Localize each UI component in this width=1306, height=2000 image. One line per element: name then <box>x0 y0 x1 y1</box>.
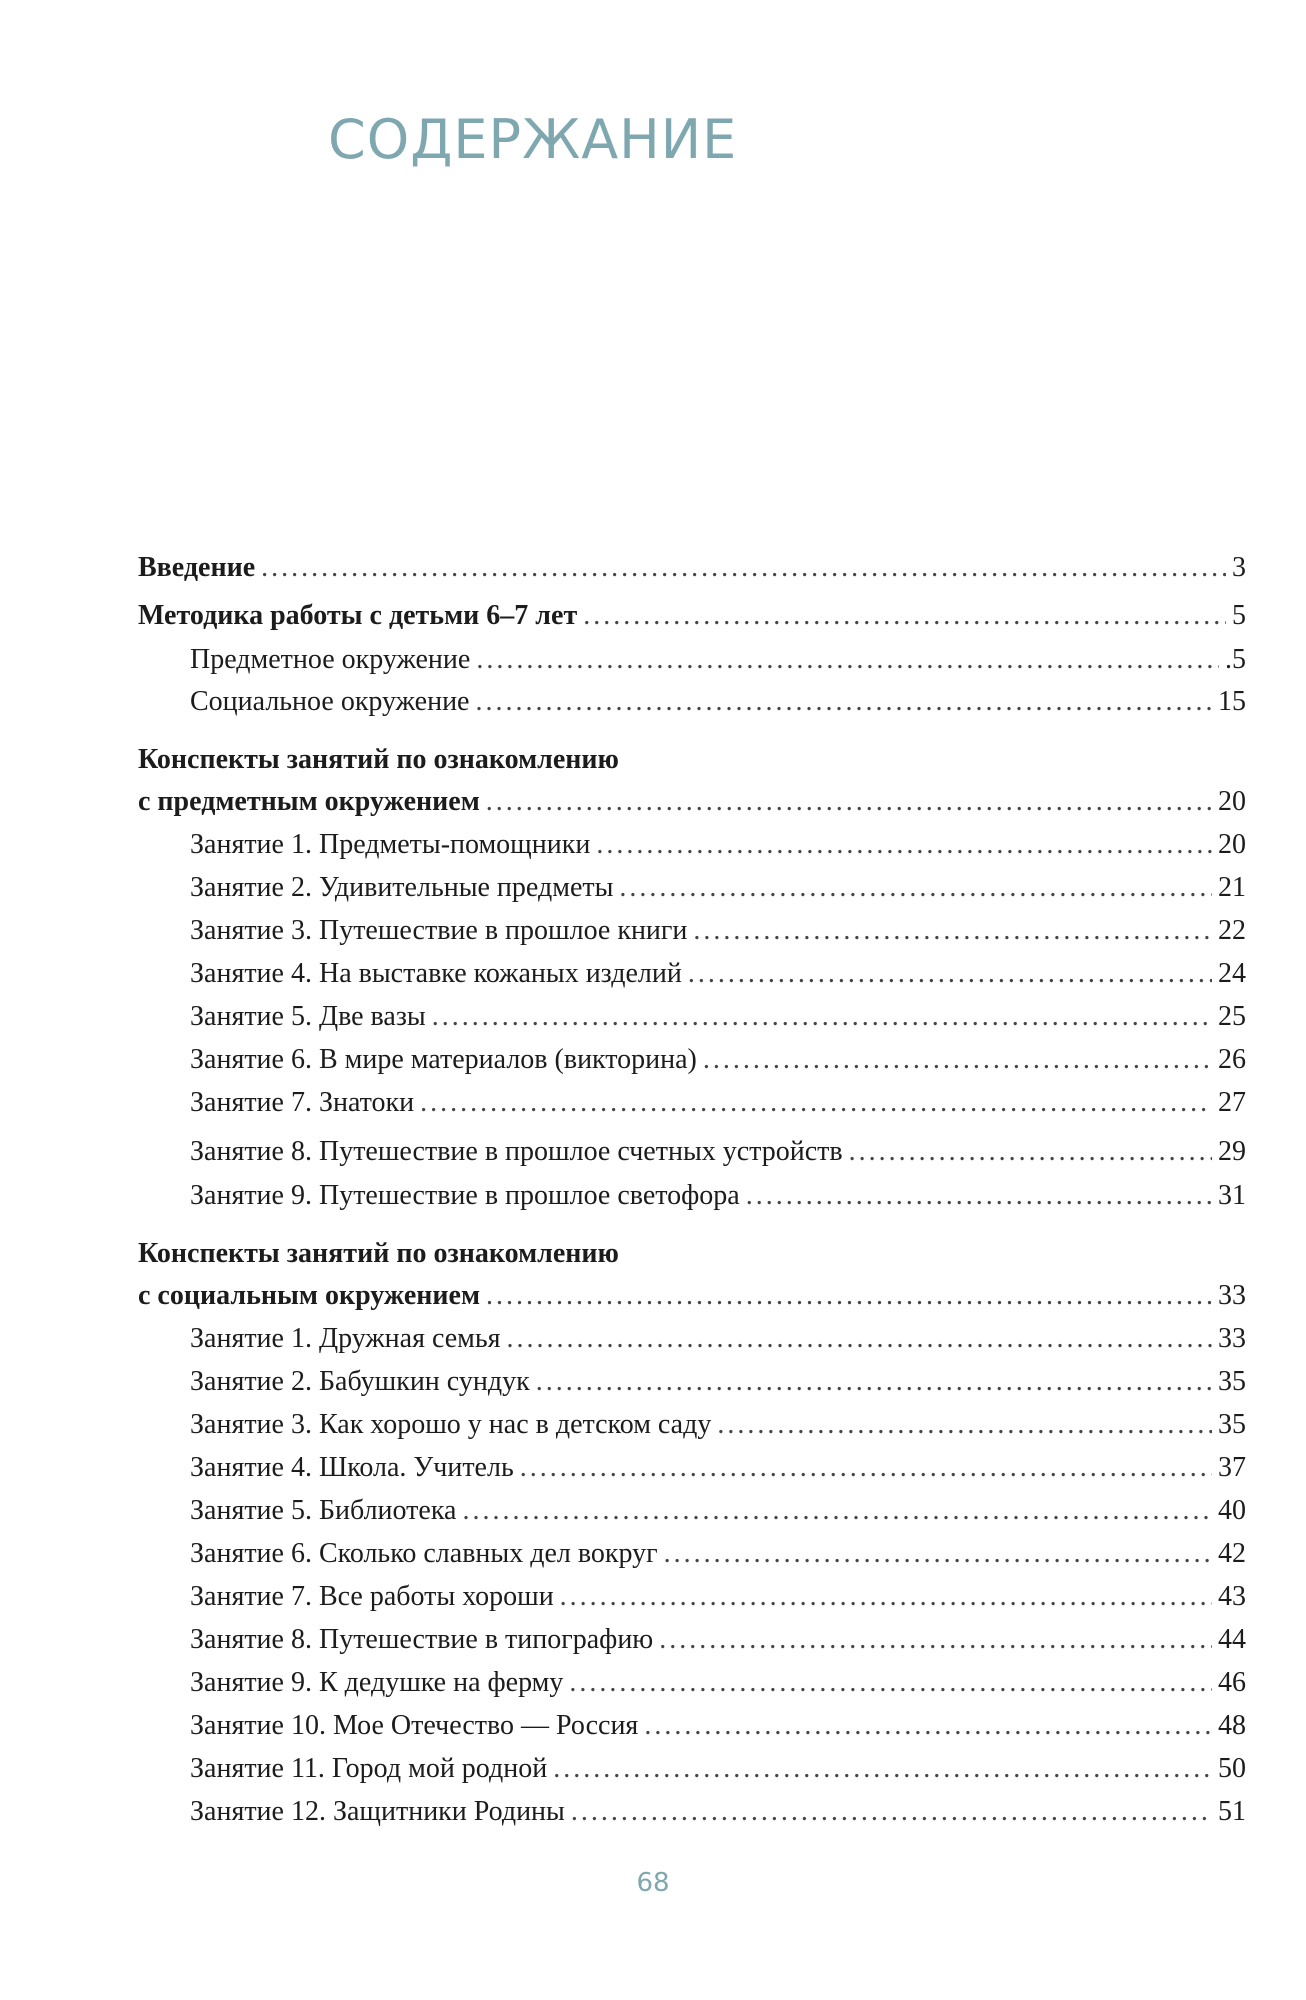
toc-entry-page: 3 <box>1232 552 1246 583</box>
dot-leader <box>596 829 1212 861</box>
dot-leader <box>703 1044 1212 1076</box>
dot-leader <box>583 600 1226 632</box>
dot-leader <box>619 872 1212 904</box>
dot-leader <box>261 552 1226 584</box>
toc-entry-page: 25 <box>1218 1001 1246 1032</box>
toc-entry-label: Введение <box>138 552 256 583</box>
toc-subentry[interactable] <box>190 1409 1246 1449</box>
toc-subentry[interactable] <box>190 1495 1246 1535</box>
toc-entry-page: 43 <box>1218 1581 1246 1612</box>
toc-entry-page: 21 <box>1218 872 1246 903</box>
toc-entry-object-env[interactable] <box>138 786 1246 826</box>
toc-entry-page: 48 <box>1218 1710 1246 1741</box>
toc-entry-label: Занятие 8. Путешествие в прошлое счетных устройств <box>190 1136 843 1167</box>
toc-entry-page: 33 <box>1218 1323 1246 1354</box>
toc-entry-page: 51 <box>1218 1796 1246 1827</box>
toc-entry-page: 26 <box>1218 1044 1246 1075</box>
toc-entry-page: 40 <box>1218 1495 1246 1526</box>
toc-subentry[interactable] <box>190 1667 1246 1707</box>
toc-subentry[interactable] <box>190 872 1246 912</box>
dot-leader <box>507 1323 1212 1355</box>
dot-leader <box>664 1538 1212 1570</box>
toc-entry-label: Занятие 9. Путешествие в прошлое светофора <box>190 1180 740 1211</box>
toc-entry-label: Занятие 1. Дружная семья <box>190 1323 501 1354</box>
toc-entry-label: Занятие 8. Путешествие в типографию <box>190 1624 654 1655</box>
dot-leader <box>553 1753 1212 1785</box>
toc-entry-page: .5 <box>1225 644 1246 675</box>
toc-entry-method[interactable] <box>138 600 1246 640</box>
dot-leader <box>644 1710 1212 1742</box>
toc-entry-label: Занятие 10. Мое Отечество — Россия <box>190 1710 639 1741</box>
dot-leader <box>659 1624 1212 1656</box>
toc-entry-page: 20 <box>1218 786 1246 817</box>
toc-entry-page: 24 <box>1218 958 1246 989</box>
toc-subentry[interactable] <box>190 644 1246 684</box>
toc-subentry[interactable] <box>190 1001 1246 1041</box>
dot-leader <box>462 1495 1212 1527</box>
dot-leader <box>520 1452 1212 1484</box>
toc-entry-label: Занятие 3. Путешествие в прошлое книги <box>190 915 688 946</box>
toc-entry-label: с социальным окружением <box>138 1280 481 1311</box>
toc-entry-label: Занятие 9. К дедушке на ферму <box>190 1667 564 1698</box>
dot-leader <box>476 644 1219 676</box>
toc-subentry[interactable] <box>190 915 1246 955</box>
toc-subentry[interactable] <box>190 1538 1246 1578</box>
dot-leader <box>486 1280 1212 1312</box>
dot-leader <box>486 786 1212 818</box>
toc-entry-label: Конспекты занятий по ознакомлению <box>138 1238 619 1269</box>
toc-section-heading-line <box>138 744 619 784</box>
toc-entry-page: 29 <box>1218 1136 1246 1167</box>
toc-entry-label: Занятие 2. Бабушкин сундук <box>190 1366 530 1397</box>
toc-subentry[interactable] <box>190 1136 1246 1176</box>
toc-entry-label: Занятие 5. Две вазы <box>190 1001 426 1032</box>
page-number: 68 <box>636 1868 670 1898</box>
dot-leader <box>849 1136 1212 1168</box>
toc-entry-label: Занятие 2. Удивительные предметы <box>190 872 614 903</box>
toc-entry-social-env[interactable] <box>138 1280 1246 1320</box>
toc-entry-page: 44 <box>1218 1624 1246 1655</box>
toc-subentry[interactable] <box>190 1796 1246 1836</box>
dot-leader <box>693 915 1212 947</box>
toc-entry-label: Занятие 1. Предметы-помощники <box>190 829 591 860</box>
dot-leader <box>688 958 1212 990</box>
toc-entry-page: 50 <box>1218 1753 1246 1784</box>
toc-entry-label: Занятие 6. Сколько славных дел вокруг <box>190 1538 658 1569</box>
toc-subentry[interactable] <box>190 1624 1246 1664</box>
toc-entry-page: 35 <box>1218 1409 1246 1440</box>
toc-subentry[interactable] <box>190 1581 1246 1621</box>
toc-entry-page: 37 <box>1218 1452 1246 1483</box>
toc-subentry[interactable] <box>190 1180 1246 1220</box>
toc-entry-page: 27 <box>1218 1087 1246 1118</box>
toc-entry-page: 15 <box>1218 686 1246 717</box>
toc-entry-label: с предметным окружением <box>138 786 480 817</box>
toc-entry-label: Занятие 7. Знатоки <box>190 1087 415 1118</box>
toc-subentry[interactable] <box>190 686 1246 726</box>
dot-leader <box>571 1796 1212 1828</box>
dot-leader <box>536 1366 1212 1398</box>
dot-leader <box>475 686 1212 718</box>
toc-entry-label: Методика работы с детьми 6–7 лет <box>138 600 578 631</box>
toc-subentry[interactable] <box>190 1087 1246 1127</box>
toc-entry-label: Занятие 6. В мире материалов (викторина) <box>190 1044 697 1075</box>
dot-leader <box>560 1581 1212 1613</box>
toc-entry-page: 22 <box>1218 915 1246 946</box>
toc-entry-label: Занятие 4. Школа. Учитель <box>190 1452 514 1483</box>
toc-entry-page: 33 <box>1218 1280 1246 1311</box>
toc-entry-page: 42 <box>1218 1538 1246 1569</box>
toc-entry-page: 5 <box>1232 600 1246 631</box>
toc-subentry[interactable] <box>190 1753 1246 1793</box>
toc-subentry[interactable] <box>190 1452 1246 1492</box>
toc-entry-page: 31 <box>1218 1180 1246 1211</box>
toc-entry-page: 35 <box>1218 1366 1246 1397</box>
toc-entry-label: Предметное окружение <box>190 644 471 675</box>
toc-entry-label: Социальное окружение <box>190 686 470 717</box>
toc-entry-label: Занятие 3. Как хорошо у нас в детском саду <box>190 1409 712 1440</box>
toc-entry-label: Занятие 12. Защитники Родины <box>190 1796 565 1827</box>
page-title: СОДЕРЖАНИЕ <box>328 108 738 171</box>
toc-entry-intro[interactable] <box>138 552 1246 592</box>
toc-subentry[interactable] <box>190 829 1246 869</box>
toc-subentry[interactable] <box>190 1044 1246 1084</box>
toc-entry-label: Занятие 5. Библиотека <box>190 1495 457 1526</box>
toc-section-heading-line <box>138 1238 619 1278</box>
toc-entry-page: 46 <box>1218 1667 1246 1698</box>
dot-leader <box>717 1409 1212 1441</box>
toc-entry-label: Конспекты занятий по ознакомлению <box>138 744 619 775</box>
toc-subentry[interactable] <box>190 1366 1246 1406</box>
dot-leader <box>432 1001 1212 1033</box>
toc-entry-page: 20 <box>1218 829 1246 860</box>
toc-entry-label: Занятие 4. На выставке кожаных изделий <box>190 958 682 989</box>
toc-subentry[interactable] <box>190 1323 1246 1363</box>
dot-leader <box>569 1667 1212 1699</box>
toc-entry-label: Занятие 7. Все работы хороши <box>190 1581 554 1612</box>
toc-subentry[interactable] <box>190 958 1246 998</box>
toc-entry-label: Занятие 11. Город мой родной <box>190 1753 548 1784</box>
toc-subentry[interactable] <box>190 1710 1246 1750</box>
dot-leader <box>420 1087 1212 1119</box>
dot-leader <box>746 1180 1212 1212</box>
